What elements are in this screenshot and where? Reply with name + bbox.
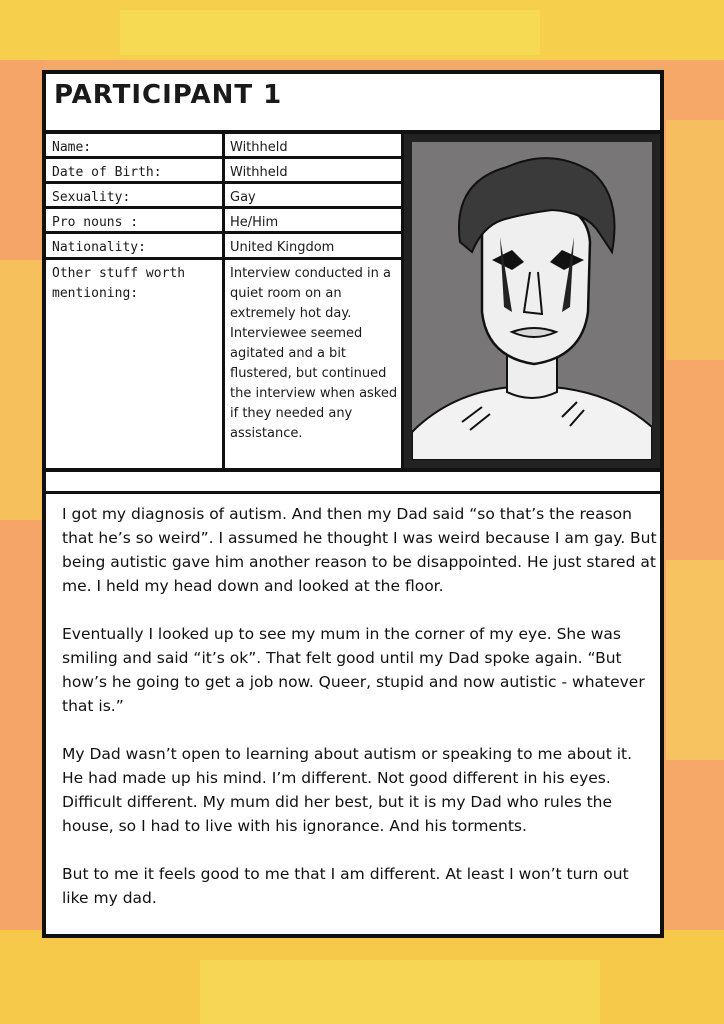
story-paragraph: I got my diagnosis of autism. And then my Dad said “so that’s the reason that he’s so weird”. I assumed he thought I was weird because I am gay. But being autistic gave him another reason to be disappointed. He just stared at me. I held my head down and looked at the floor. [62, 505, 657, 595]
field-value: United Kingdom [230, 240, 335, 255]
field-value: Gay [230, 190, 256, 205]
portrait-drawing [412, 142, 652, 460]
field-row-sexuality [46, 184, 404, 209]
page-title: PARTICIPANT 1 [54, 80, 283, 110]
participant-card [42, 70, 664, 938]
story-paragraph: My Dad wasn’t open to learning about autism or speaking to me about it. He had made up his mind. I’m different. Not good different in his eyes. Difficult different. My mum did her best, but it is my Dad who rules the house, so I had to live with his ignorance. And his torments. [62, 745, 633, 835]
field-row-date-of-birth [46, 159, 404, 184]
field-value: Withheld [230, 140, 288, 155]
field-row-nationality [46, 234, 404, 260]
field-label: Name: [52, 140, 92, 155]
story-paragraph: Eventually I looked up to see my mum in the corner of my eye. She was smiling and said “it’s ok”. That felt good until my Dad spoke again. “But how’s he going to get a job now. Queer, stupid and now autistic - whatever that is.” [62, 625, 645, 715]
field-label: Date of Birth: [52, 165, 162, 180]
story-text [62, 502, 658, 934]
portrait-frame [404, 134, 660, 468]
field-row-pronouns [46, 209, 404, 234]
field-label: Pro nouns : [52, 215, 139, 230]
info-table [46, 134, 404, 468]
field-row-name [46, 134, 404, 159]
field-label: Nationality: [52, 240, 146, 255]
field-label: Other stuff worth mentioning: [52, 266, 186, 301]
field-value: He/Him [230, 215, 279, 230]
field-value: Interview conducted in a quiet room on an extremely hot day. Interviewee seemed agitated and a bit flustered, but continued the interview when asked if they needed any assistance. [230, 266, 398, 441]
divider-bar [46, 468, 660, 494]
field-label: Sexuality: [52, 190, 131, 205]
field-row-other [46, 260, 404, 468]
story-paragraph: But to me it feels good to me that I am different. At least I won’t turn out like my dad. [62, 865, 629, 907]
field-value: Withheld [230, 165, 288, 180]
title-bar [46, 74, 660, 134]
